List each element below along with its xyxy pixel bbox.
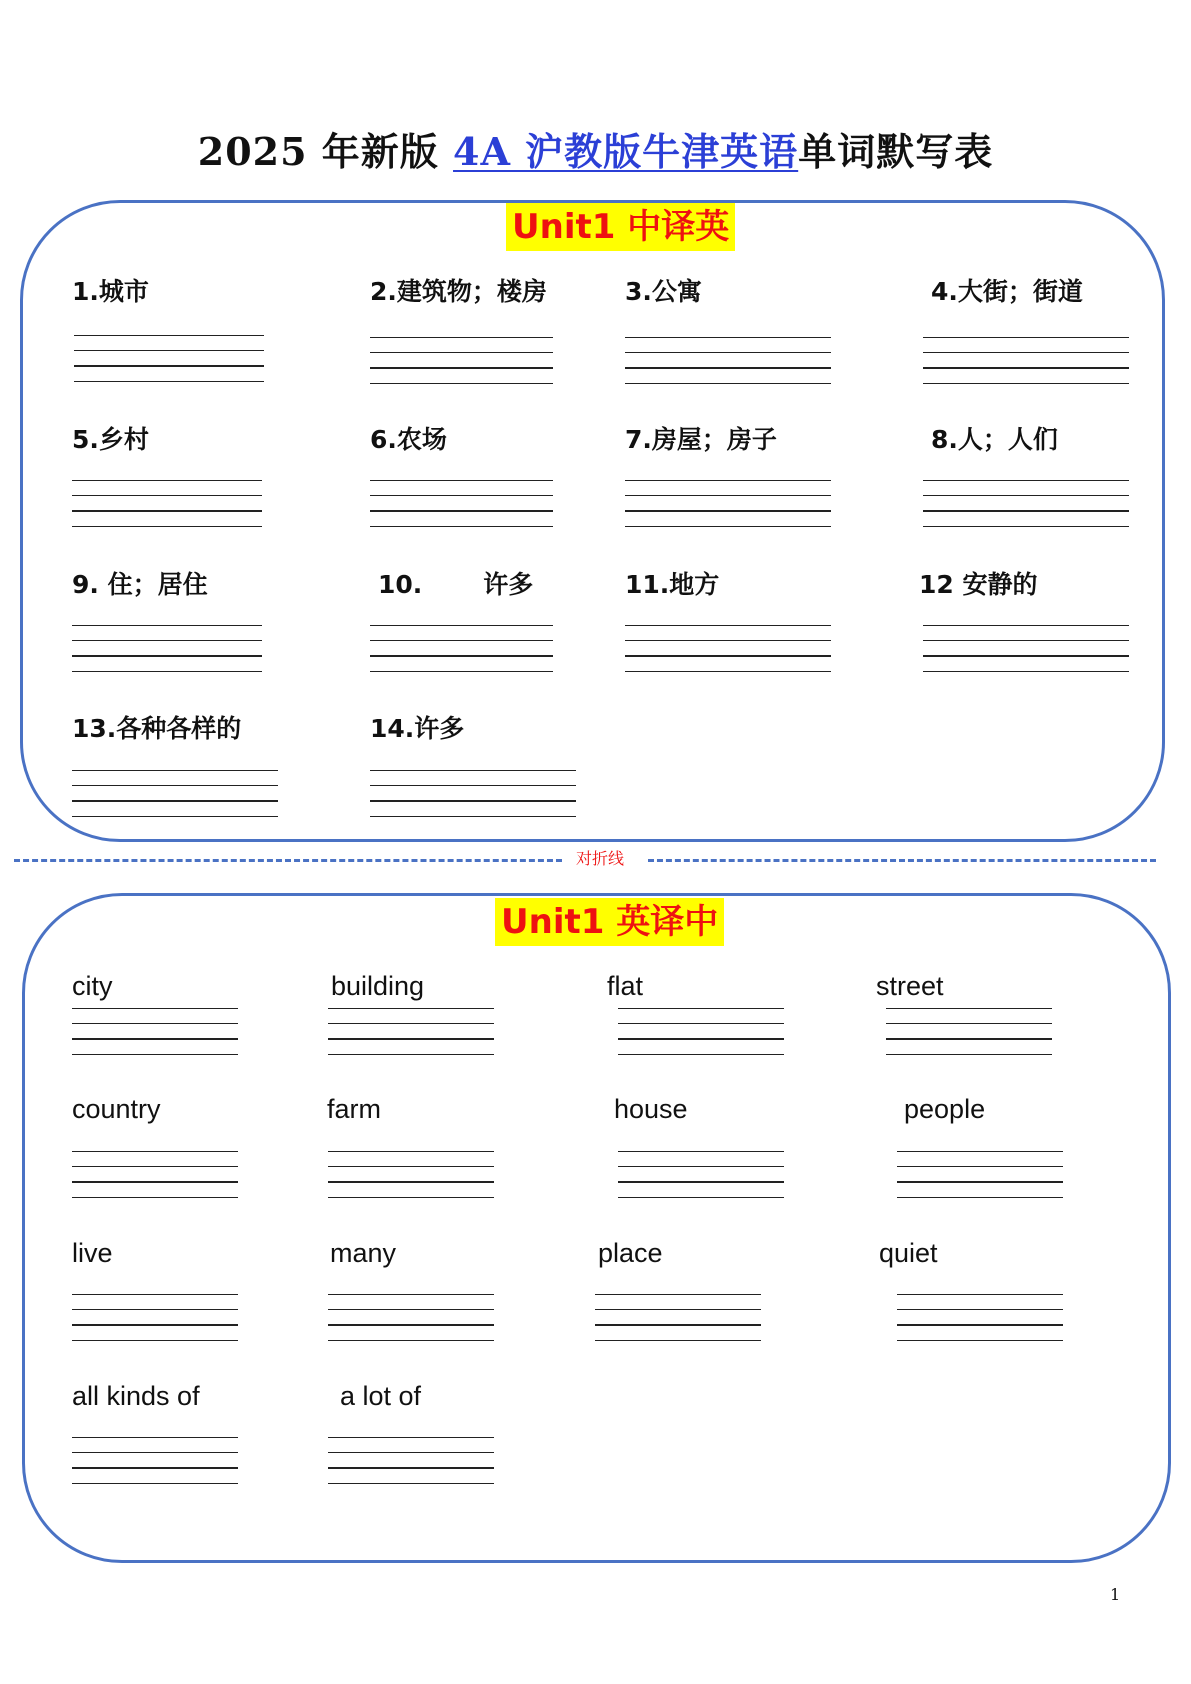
fold-line-right — [648, 859, 1156, 862]
en-item-label: city — [72, 971, 113, 1001]
cn-item-label: 9. 住；居住 — [72, 570, 208, 599]
cn-item-label: 14.许多 — [370, 714, 465, 743]
en-item-label: live — [72, 1238, 113, 1268]
cn-item-label: 2.建筑物；楼房 — [370, 277, 547, 306]
answer-lines[interactable] — [625, 625, 831, 673]
cn-item-label: 1.城市 — [72, 277, 149, 306]
cn-item-label: 6.农场 — [370, 425, 447, 454]
en-item-label: a lot of — [340, 1381, 422, 1411]
answer-lines[interactable] — [72, 1294, 238, 1342]
en-item-label: flat — [607, 971, 644, 1001]
answer-lines[interactable] — [618, 1008, 784, 1056]
title-prefix: 2025 年新版 — [197, 129, 454, 174]
en-item-label: place — [598, 1238, 663, 1268]
answer-lines[interactable] — [923, 625, 1129, 673]
answer-lines[interactable] — [923, 337, 1129, 385]
answer-lines[interactable] — [72, 480, 262, 528]
answer-lines[interactable] — [625, 480, 831, 528]
en-to-cn-title: Unit1 英译中 — [495, 898, 724, 946]
page-number: 1 — [1110, 1585, 1121, 1604]
answer-lines[interactable] — [897, 1151, 1063, 1199]
answer-lines[interactable] — [897, 1294, 1063, 1342]
title-highlight-link[interactable]: 4A 沪教版牛津英语 — [453, 129, 799, 174]
fold-line-left — [14, 859, 562, 862]
cn-item-label: 3.公寓 — [625, 277, 702, 306]
en-item-label: all kinds of — [72, 1381, 200, 1411]
answer-lines[interactable] — [72, 1151, 238, 1199]
answer-lines[interactable] — [370, 625, 553, 673]
en-item-label: house — [614, 1094, 688, 1124]
answer-lines[interactable] — [74, 335, 264, 383]
answer-lines[interactable] — [72, 625, 262, 673]
cn-item-label: 12 安静的 — [919, 570, 1038, 599]
answer-lines[interactable] — [72, 1437, 238, 1485]
en-item-label: many — [330, 1238, 397, 1268]
en-item-label: farm — [327, 1094, 381, 1124]
cn-item-label: 8.人；人们 — [931, 425, 1058, 454]
fold-line-label: 对折线 — [575, 849, 624, 868]
en-item-label: quiet — [879, 1238, 938, 1268]
cn-to-en-title: Unit1 中译英 — [506, 203, 735, 251]
answer-lines[interactable] — [370, 770, 576, 818]
answer-lines[interactable] — [328, 1437, 494, 1485]
answer-lines[interactable] — [923, 480, 1129, 528]
cn-item-label: 4.大街；街道 — [931, 277, 1083, 306]
answer-lines[interactable] — [886, 1008, 1052, 1056]
en-item-label: country — [72, 1094, 161, 1124]
cn-item-label: 5.乡村 — [72, 425, 149, 454]
cn-item-label: 7.房屋；房子 — [625, 425, 777, 454]
answer-lines[interactable] — [618, 1151, 784, 1199]
answer-lines[interactable] — [370, 337, 553, 385]
en-item-label: people — [904, 1094, 986, 1124]
title-suffix: 单词默写表 — [798, 129, 994, 174]
answer-lines[interactable] — [72, 770, 278, 818]
answer-lines[interactable] — [595, 1294, 761, 1342]
cn-item-label: 10. 许多 — [378, 570, 534, 599]
answer-lines[interactable] — [625, 337, 831, 385]
en-item-label: street — [876, 971, 944, 1001]
answer-lines[interactable] — [328, 1151, 494, 1199]
page-title — [0, 122, 1191, 182]
answer-lines[interactable] — [328, 1294, 494, 1342]
en-item-label: building — [331, 971, 425, 1001]
answer-lines[interactable] — [370, 480, 553, 528]
answer-lines[interactable] — [328, 1008, 494, 1056]
cn-item-label: 11.地方 — [625, 570, 720, 599]
answer-lines[interactable] — [72, 1008, 238, 1056]
cn-item-label: 13.各种各样的 — [72, 714, 242, 743]
